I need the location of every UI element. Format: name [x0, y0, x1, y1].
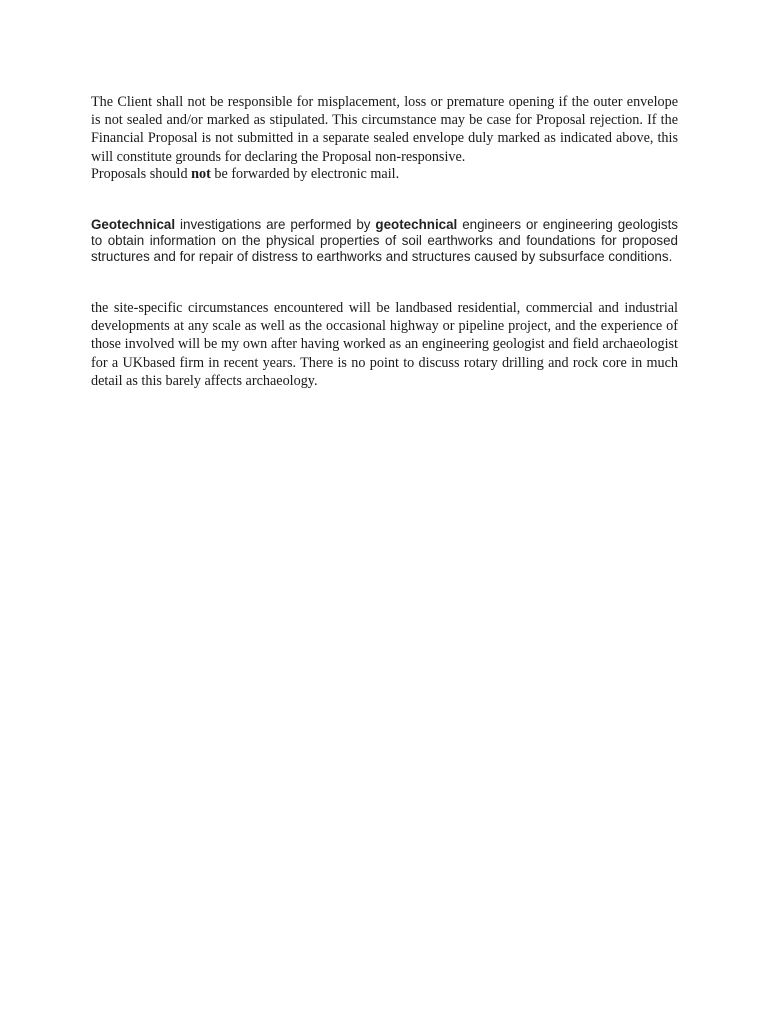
paragraph-electronic-mail-note [91, 165, 678, 183]
geotechnical-term-1: Geotechnical [91, 217, 176, 232]
paragraph-site-circumstances-text: the site-specific circumstances encountered will be landbased residential, commercial and industrial developments at any scale as well as the occasional highway or pipeline project, and the experience of those involved will be my own after having worked as an engineering geologist and field archaeologist for a UKbased firm in recent years. There is no point to discuss rotary drilling and rock core in much detail as this barely affects archaeology. [91, 300, 678, 389]
electronic-mail-note-after: be forwarded by electronic mail. [210, 166, 400, 182]
paragraph-site-circumstances [91, 299, 678, 390]
geotechnical-term-2: geotechnical [375, 217, 458, 232]
paragraph-proposal-conditions [91, 93, 678, 166]
paragraph-geotechnical-definition [91, 217, 678, 266]
electronic-mail-note-before: Proposals should [91, 166, 192, 182]
paragraph-proposal-conditions-text: The Client shall not be responsible for misplacement, loss or premature opening if the outer envelope is not sealed and/or marked as stipulated. This circumstance may be case for Proposal rejection. If the Financial Proposal is not submitted in a separate sealed envelope duly marked as indicated above, this will constitute grounds for declaring the Proposal non-responsive. [91, 94, 678, 165]
electronic-mail-note-bold: not [191, 166, 211, 182]
geotechnical-text-2: engineers or engineering geologists to obtain information on the physical properties of soil earthworks and foundations for proposed structures and for repair of distress to earthworks and structures caused by subsurface conditions. [91, 217, 679, 265]
geotechnical-text-1: investigations are performed by [175, 217, 376, 232]
